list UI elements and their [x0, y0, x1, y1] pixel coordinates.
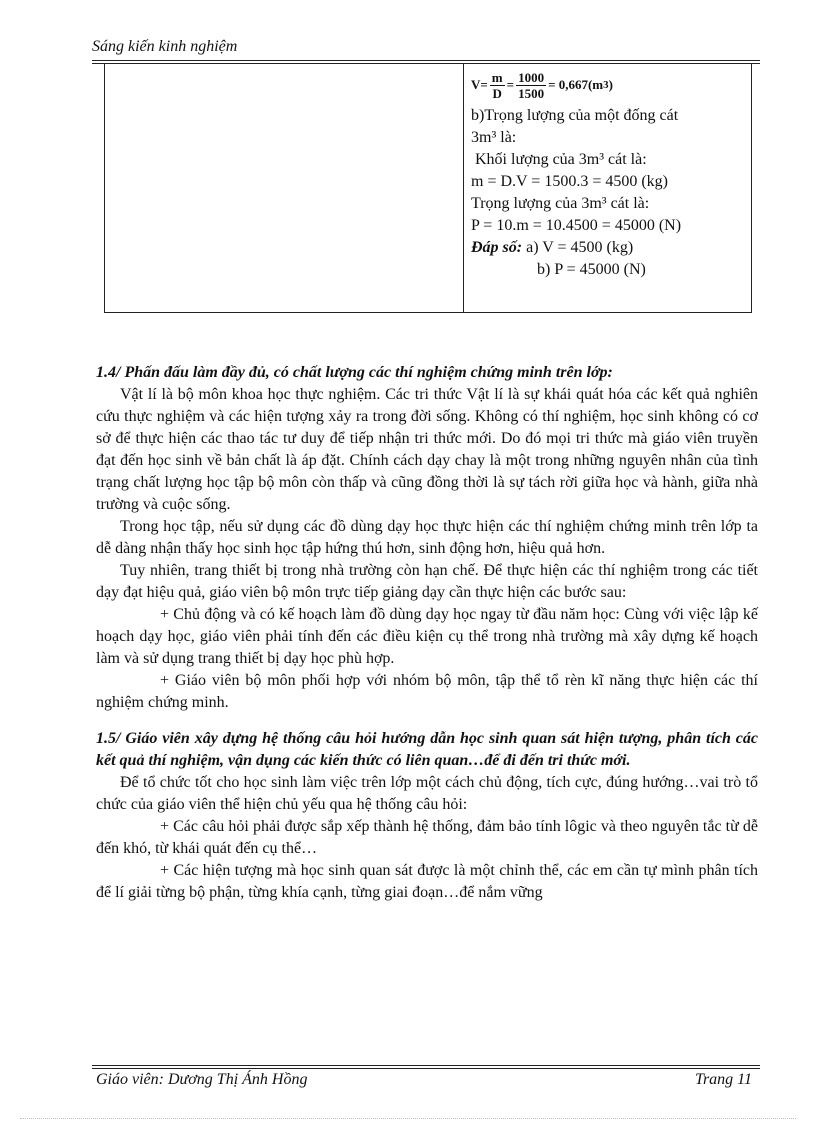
page-header-title: Sáng kiến kinh nghiệm	[92, 38, 238, 55]
table-line: P = 10.m = 10.4500 = 45000 (N)	[471, 217, 682, 234]
table-right-cell	[471, 65, 751, 281]
footer-rule	[92, 1065, 760, 1066]
formula-result: = 0,667(m	[548, 77, 604, 92]
formula-lhs: V=	[471, 77, 488, 92]
bullet-item: + Các hiện tượng mà học sinh quan sát được là một chỉnh thể, các em cần tự mình phân tích để lí giải từng bộ phận, từng khía cạnh, từng giai đoạn…để nắm vững	[96, 862, 758, 901]
fraction-m-over-d	[490, 70, 505, 101]
paragraph: Tuy nhiên, trang thiết bị trong nhà trường còn hạn chế. Để thực hiện các thí nghiệm trong các tiết dạy đạt hiệu quả, giáo viên bộ môn trực tiếp giảng dạy cần thực hiện các bước sau:	[96, 562, 758, 601]
bullet-item: + Chủ động và có kế hoạch làm đồ dùng dạy học ngay từ đầu năm học: Cùng với việc lập kế hoạch dạy học, giáo viên phải tính đến các điều kiện cụ thể trong nhà trường mà xây dựng kế hoạch làm và sử dụng trang thiết bị dạy học phù hợp.	[96, 606, 758, 667]
answer-a: a) V = 4500 (kg)	[522, 239, 634, 256]
paragraph: Để tổ chức tốt cho học sinh làm việc trên lớp một cách chủ động, tích cực, đúng hướng…vai trò tổ chức của giáo viên thể hiện chủ yếu qua hệ thống câu hỏi:	[96, 774, 758, 813]
page-body	[96, 362, 758, 904]
table-line: Khối lượng của 3m³ cát là:	[471, 151, 647, 168]
paragraph: Vật lí là bộ môn khoa học thực nghiệm. Các tri thức Vật lí là sự khái quát hóa các kết quả nghiên cứu thực nghiệm và các hiện tượng xảy ra trong đời sống. Không có thí nghiệm, học sinh không có cơ sở để thực hiện các thao tác tư duy để tiếp nhận tri thức mới. Do đó mọi tri thức mà giáo viên truyền đạt đến học sinh về bản chất là áp đặt. Chính cách dạy chay là một trong những nguyên nhân của tình trạng chất lượng học tập bộ môn còn thấp và cũng đồng thời là sự tách rời giữa học và hành, giữa nhà trường và cuộc sống.	[96, 386, 758, 513]
footer-teacher: Giáo viên: Dương Thị Ánh Hồng	[96, 1071, 308, 1088]
formula-exponent: 3	[603, 79, 609, 91]
page-edge-dots	[20, 1118, 796, 1119]
formula-equals: =	[506, 77, 515, 92]
footer-page-number: Trang 11	[694, 1071, 752, 1088]
table-column-divider	[463, 63, 464, 312]
table-line: 3m³ là:	[471, 129, 517, 146]
answer-line	[471, 237, 751, 259]
footer-rule-double	[92, 1068, 760, 1069]
bullet-item: + Các câu hỏi phải được sắp xếp thành hệ thống, đảm bảo tính lôgic và theo nguyên tắc từ dễ đến khó, từ khái quát đến cụ thể…	[96, 818, 758, 857]
table-line: Trọng lượng của 3m³ cát là:	[471, 195, 650, 212]
section-heading-1-5: 1.5/ Giáo viên xây dựng hệ thống câu hỏi hướng dẫn học sinh quan sát hiện tượng, phân tích các kết quả thí nghiệm, vận dụng các kiến thức có liên quan…để đi đến tri thức mới.	[96, 730, 758, 769]
formula-close: )	[608, 77, 613, 92]
answer-label: Đáp số:	[471, 239, 523, 256]
paragraph: Trong học tập, nếu sử dụng các đồ dùng dạy học thực hiện các thí nghiệm chứng minh trên lớp ta dễ dàng nhận thấy học sinh học tập hứng thú hơn, sinh động hơn, hiệu quả hơn.	[96, 518, 758, 557]
answer-b: b) P = 45000 (N)	[537, 261, 646, 278]
solution-table	[104, 63, 752, 313]
fraction-denominator: D	[492, 85, 502, 101]
table-line: m = D.V = 1500.3 = 4500 (kg)	[471, 173, 668, 190]
fraction-denominator: 1500	[518, 85, 545, 101]
section-heading-1-4: 1.4/ Phấn đấu làm đầy đủ, có chất lượng các thí nghiệm chứng minh trên lớp:	[96, 364, 613, 381]
fraction-numerator: 1000	[518, 69, 545, 85]
fraction-numerator: m	[491, 69, 503, 85]
fraction-values	[516, 70, 546, 101]
volume-formula	[471, 65, 751, 105]
header-rule	[92, 60, 760, 61]
table-line: b)Trọng lượng của một đống cát	[471, 107, 679, 124]
bullet-item: + Giáo viên bộ môn phối hợp với nhóm bộ môn, tập thể tổ rèn kĩ năng thực hiện các thí nghiệm chứng minh.	[96, 672, 758, 711]
